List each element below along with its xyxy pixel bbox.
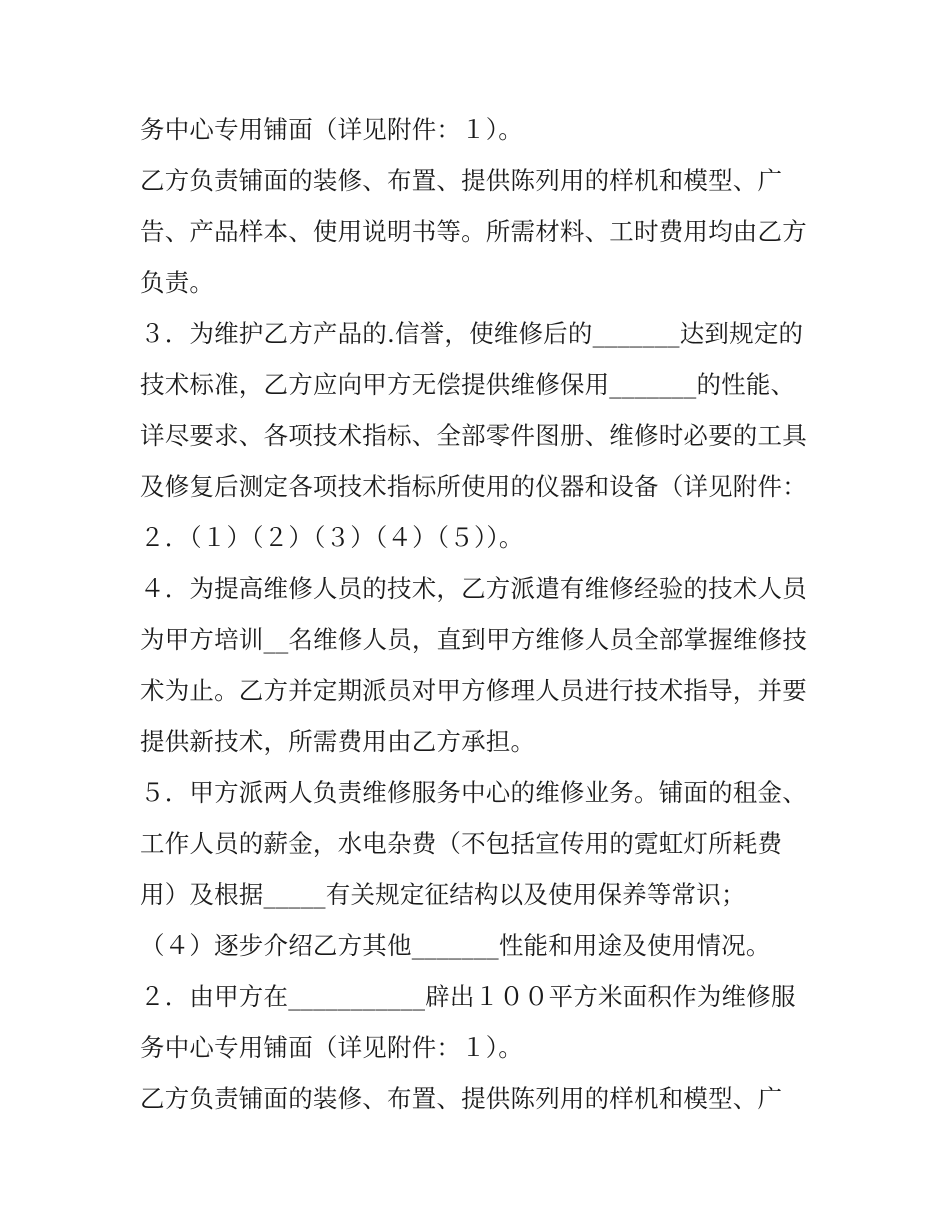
text-line-18: ２．由甲方在___________辟出１００平方米面积作为维修服 — [140, 982, 796, 1011]
text-line-10: ４．为提高维修人员的技术，乙方派遣有维修经验的技术人员 — [140, 574, 807, 603]
text-line-4: 负责。 — [140, 268, 215, 297]
contract-text-body — [140, 104, 830, 1124]
text-line-16: 用）及根据_____有关规定征结构以及使用保养等常识； — [140, 880, 746, 909]
text-line-2: 乙方负责铺面的装修、布置、提供陈列用的样机和模型、广 — [140, 166, 783, 195]
text-line-3: 告、产品样本、使用说明书等。所需材料、工时费用均由乙方 — [140, 217, 807, 246]
text-line-7: 详尽要求、各项技术指标、全部零件图册、维修时必要的工具 — [140, 421, 807, 450]
text-line-6: 技术标准，乙方应向甲方无偿提供维修保用_______的性能、 — [140, 370, 796, 399]
text-line-1: 务中心专用铺面（详见附件：１）。 — [140, 115, 523, 144]
text-line-19: 务中心专用铺面（详见附件：１）。 — [140, 1033, 523, 1062]
text-line-12: 术为止。乙方并定期派员对甲方修理人员进行技术指导，并要 — [140, 676, 807, 705]
text-line-15: 工作人员的薪金，水电杂费（不包括宣传用的霓虹灯所耗费 — [140, 829, 783, 858]
text-line-14: ５．甲方派两人负责维修服务中心的维修业务。铺面的租金、 — [140, 778, 807, 807]
text-line-20: 乙方负责铺面的装修、布置、提供陈列用的样机和模型、广 — [140, 1084, 783, 1113]
text-line-13: 提供新技术，所需费用由乙方承担。 — [140, 727, 536, 756]
text-line-9: ２．（１）（２）（３）（４）（５））。 — [140, 523, 524, 552]
text-line-5: ３．为维护乙方产品的.信誉，使维修后的_______达到规定的 — [140, 319, 804, 348]
text-line-11: 为甲方培训__名维修人员，直到甲方维修人员全部掌握维修技 — [140, 625, 808, 654]
text-line-8: 及修复后测定各项技术指标所使用的仪器和设备（详见附件： — [140, 472, 807, 501]
text-line-17: （４）逐步介绍乙方其他_______性能和用途及使用情况。 — [140, 931, 771, 960]
